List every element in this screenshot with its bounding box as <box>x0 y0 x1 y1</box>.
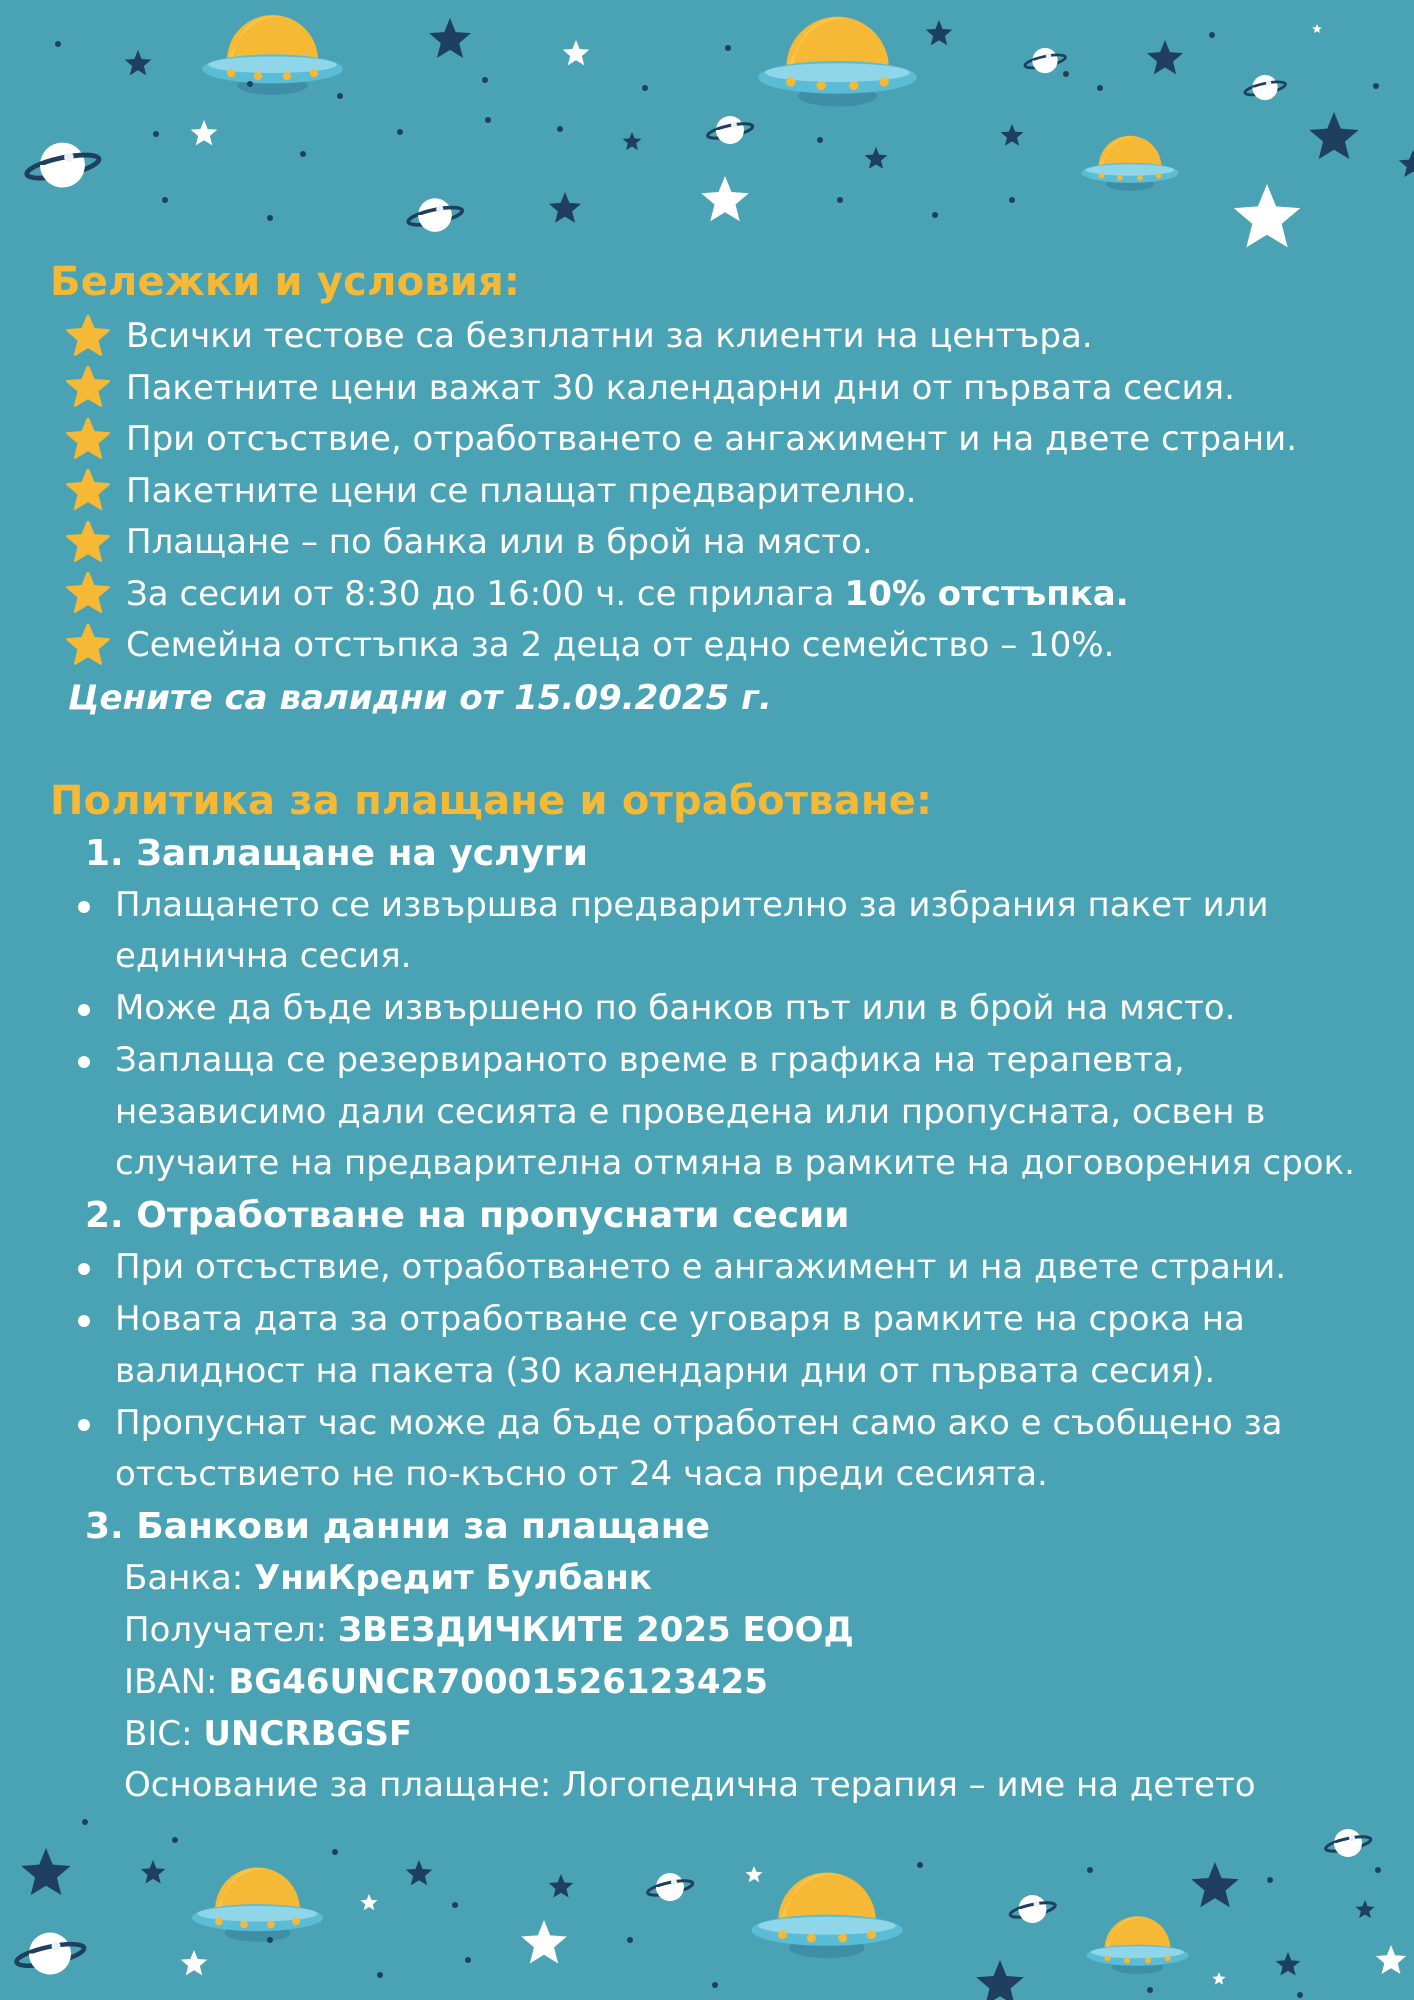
note-text: При отсъствие, отработването е ангажимент и на двете страни. <box>126 419 1298 459</box>
bullet-line: Новата дата за отработване се уговаря в рамките на срока на <box>115 1299 1245 1340</box>
list-item <box>50 1035 1390 1190</box>
bullet-line: Заплаща се резервираното време в графика на терапевта, <box>115 1039 1185 1080</box>
bullet-line: единична сесия. <box>115 936 412 977</box>
list-item <box>66 414 1390 466</box>
bullet-line: независимо дали сесията е проведена или пропусната, освен в <box>115 1091 1266 1132</box>
bic-label: BIC: <box>124 1713 193 1754</box>
bank-label: Банка: <box>124 1558 244 1599</box>
star-icon <box>66 366 110 410</box>
section-3-title: 3. Банкови данни за плащане <box>85 1506 711 1548</box>
section-2-list <box>50 1242 1390 1501</box>
list-item <box>66 311 1390 363</box>
list-item <box>66 363 1390 415</box>
star-icon <box>66 572 110 616</box>
star-icon <box>66 469 110 513</box>
bic-row <box>124 1709 1390 1761</box>
star-icon <box>66 624 110 668</box>
payment-reason: Основание за плащане: Логопедична терапия – име на детето <box>124 1765 1256 1806</box>
section-2-title: 2. Отработване на пропуснати сесии <box>85 1195 850 1237</box>
list-item <box>66 569 1390 621</box>
bic-value: UNCRBGSF <box>203 1713 413 1754</box>
bullet-line: Може да бъде извършено по банков път или в брой на място. <box>115 988 1236 1029</box>
note-text: За сесии от 8:30 до 16:00 ч. се прилага <box>126 573 835 614</box>
bullet-line: отсъствието не по-късно от 24 часа преди сесията. <box>115 1454 1048 1495</box>
recipient-label: Получател: <box>124 1610 328 1651</box>
bullet-line: валидност на пакета (30 календарни дни от първата сесия). <box>115 1350 1216 1391</box>
iban-value: BG46UNCR70001526123425 <box>228 1661 768 1702</box>
bank-row <box>124 1553 1390 1605</box>
note-text: Пакетните цени важат 30 календарни дни от първата сесия. <box>126 367 1235 408</box>
notes-list <box>50 311 1390 672</box>
list-item <box>66 620 1390 672</box>
iban-label: IBAN: <box>124 1661 218 1702</box>
section-1-title: 1. Заплащане на услуги <box>85 832 588 874</box>
list-item <box>50 1242 1390 1294</box>
prices-validity: Цените са валидни от 15.09.2025 г. <box>68 677 772 718</box>
note-text: Плащане – по банка или в брой на място. <box>126 522 873 562</box>
note-text: Пакетните цени се плащат предварително. <box>126 470 917 511</box>
bullet-line: При отсъствие, отработването е ангажимент и на двете страни. <box>115 1247 1287 1288</box>
recipient-row <box>124 1605 1390 1657</box>
list-item <box>50 880 1390 984</box>
star-icon <box>66 521 110 565</box>
note-text: Семейна отстъпка за 2 деца от едно семейство – 10%. <box>126 625 1115 665</box>
iban-row <box>124 1657 1390 1709</box>
list-item <box>50 1398 1390 1502</box>
space-decoration-bottom <box>0 1800 1414 2000</box>
recipient-value: ЗВЕЗДИЧКИТЕ 2025 ЕООД <box>337 1610 854 1651</box>
star-icon <box>66 315 110 359</box>
bank-details <box>124 1553 1390 1812</box>
bullet-line: случаите на предварителна отмяна в рамките на договорения срок. <box>115 1143 1355 1184</box>
bullet-line: Плащането се извършва предварително за избрания пакет или <box>115 884 1269 925</box>
note-text: Всички тестове са безплатни за клиенти на центъра. <box>126 316 1093 356</box>
bullet-line: Пропуснат час може да бъде отработен само ако е съобщено за <box>115 1402 1283 1443</box>
section-1-list <box>50 880 1390 1191</box>
notes-heading: Бележки и условия: <box>50 259 521 305</box>
discount-highlight: 10% отстъпка. <box>844 573 1129 614</box>
list-item <box>50 1294 1390 1398</box>
list-item <box>66 466 1390 518</box>
list-item <box>66 517 1390 569</box>
list-item <box>50 983 1390 1035</box>
star-icon <box>66 418 110 462</box>
policy-heading: Политика за плащане и отработване: <box>50 777 933 824</box>
space-decoration-top <box>0 0 1414 250</box>
bank-value: УниКредит Булбанк <box>254 1558 652 1599</box>
